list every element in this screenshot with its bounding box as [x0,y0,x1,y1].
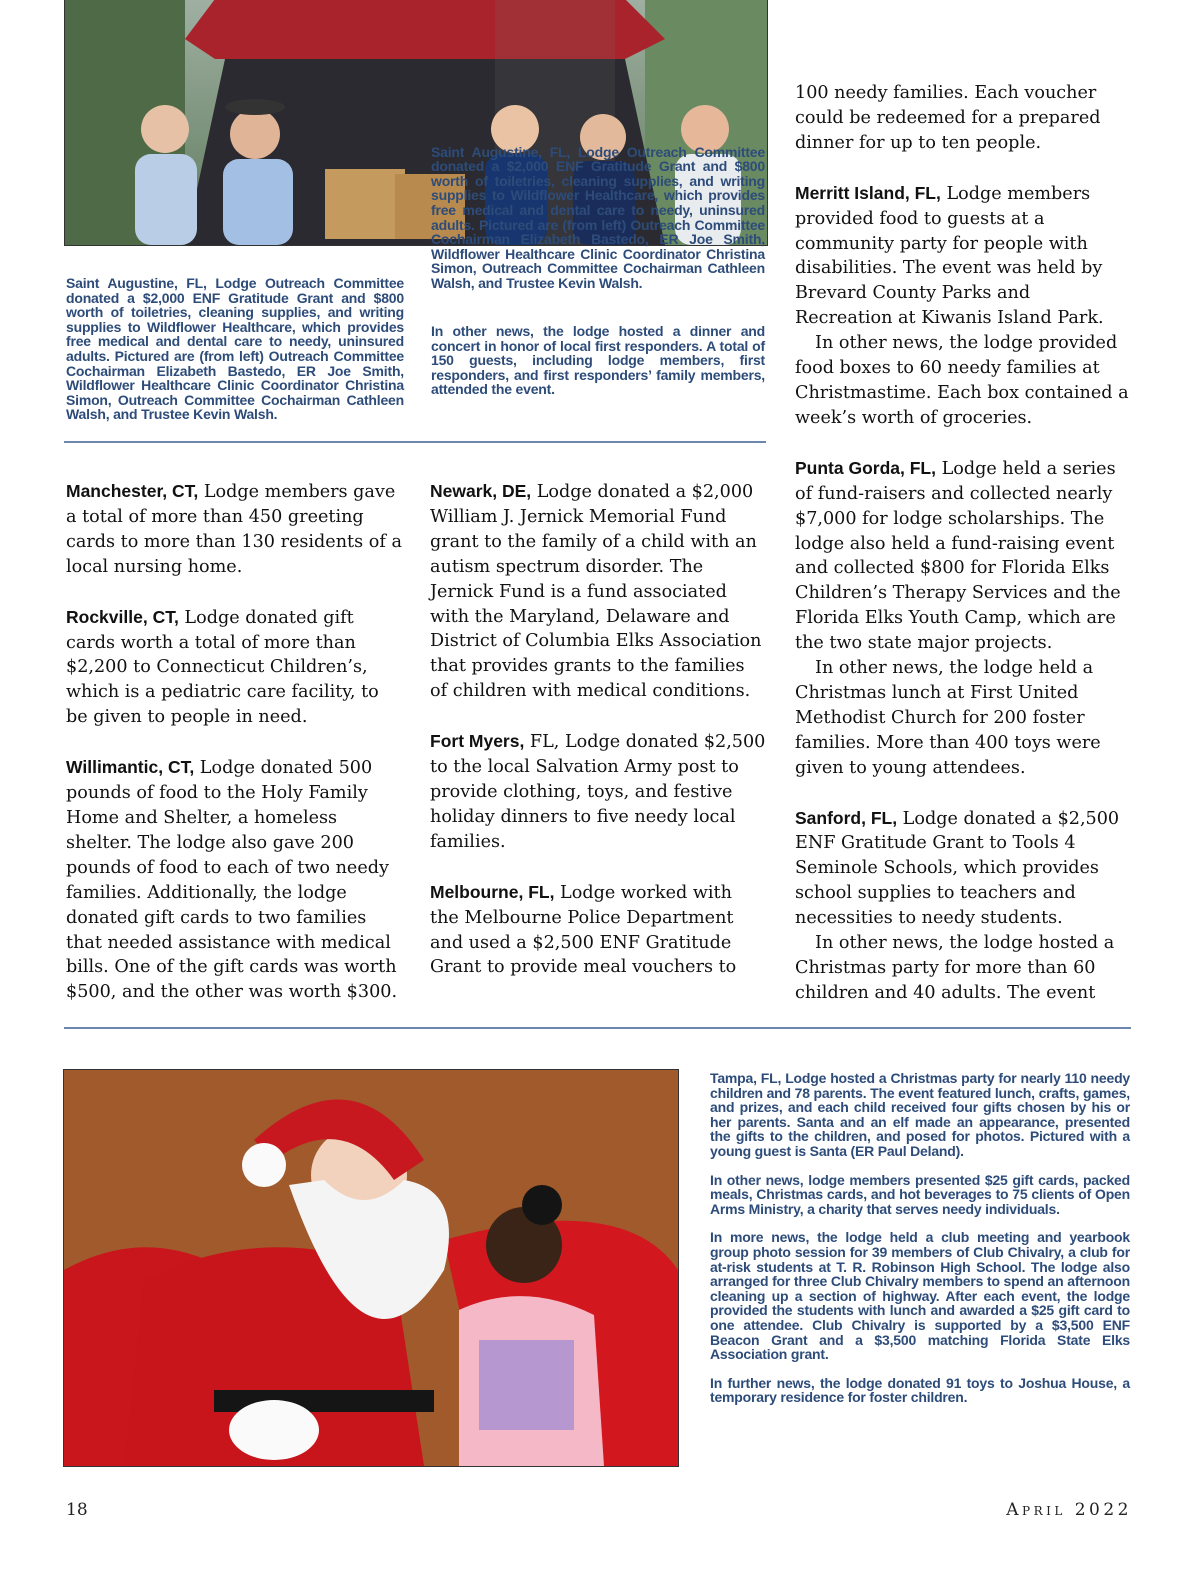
text-fort-myers: FL, Lodge donated $2,500 to the local Salvation Army post to provide clothing, toys, and festive holiday dinners to five needy local families. [430,732,766,852]
location-newark: Newark, DE, [430,481,532,501]
location-merritt-island: Merritt Island, FL, [795,182,941,203]
article-manchester [66,479,402,580]
column-3 [795,81,1131,1031]
page-number: 18 [66,1500,88,1520]
caption-lead-tampa: Tampa, FL, [710,1070,782,1086]
saint-augustine-caption-col1 [66,275,404,423]
column-1 [66,479,402,1030]
santa-photo-illustration [64,1070,678,1466]
text-manchester: Lodge members gave a total of more than 450 greeting cards to more than 130 residents of a local nursing home. [66,482,402,577]
caption-text-saint-augustine-cont: Lodge Outreach Committee donated a $2,000 ENF Gratitude Grant and $800 worth of toiletries, cleaning supplies, and writing supplies to Wildflower Healthcare, which provides free medical and dental care to needy, uninsured adults. Pictured are (from left) Outreach Committee Cochairman Elizabeth Bastedo, ER Joe Smith, Wildflower Healthcare Clinic Coordinator Christina Simon, Outreach Committee Cochairman Cathleen Walsh, and Trustee Kevin Walsh. [431,143,765,291]
text-newark: Lodge donated a $2,000 William J. Jernick Memorial Fund grant to the family of a child with an autism spectrum disorder. The Jernick Fund is a fund associated with the Maryland, Delaware and District of Columbia Elks Association that provides grants to the families of children with medical conditions. [430,482,762,702]
article-punta-gorda [795,456,1131,656]
text-melbourne-continued: 100 needy families. Each voucher could be redeemed for a prepared dinner for up to ten people. [795,83,1101,153]
caption-text-club-chivalry: In more news, the lodge held a club meeting and yearbook group photo session for 39 members of Club Chivalry, a club for at-risk students at T. R. Robinson High School. The lodge also arranged for three Club Chivalry members to spend an afternoon cleaning up a section of highway. After each event, the lodge provided the students with lunch and awarded a $25 gift card to one attendee. Club Chivalry is supported by a $3,500 ENF Beacon Grant and a $3,500 matching Florida State Elks Association grant. [710,1229,1130,1363]
bottom-photo [63,1069,679,1467]
article-sanford [795,806,1131,932]
text-punta-gorda-other-news: In other news, the lodge held a Christmas lunch at First United Methodist Church for 200 foster families. More than 400 toys were given to young attendees. [795,658,1101,778]
caption-text-saint-augustine: Lodge Outreach Committee donated a $2,000 ENF Gratitude Grant and $800 worth of toiletries, cleaning supplies, and writing supplies to Wildflower Healthcare, which provides free medical and dental care to needy, uninsured adults. Pictured are (from left) Outreach Committee Cochairman Elizabeth Bastedo, ER Joe Smith, Wildflower Healthcare Clinic Coordinator Christina Simon, Outreach Committee Cochairman Cathleen Walsh, and Trustee Kevin Walsh. [66,275,404,423]
divider-bottom [64,1027,1131,1029]
caption-text-open-arms: In other news, lodge members presented $25 gift cards, packed meals, Christmas cards, and hot beverages to 75 clients of Open Arms Ministry, a charity that serves needy individuals. [710,1171,1130,1217]
issue-date: April 2022 [1006,1500,1132,1520]
text-punta-gorda: Lodge held a series of fund-raisers and collected nearly $7,000 for lodge scholarships. The lodge also held a fund-raising event and collected $800 for Florida Elks Children’s Therapy Services and the Florida Elks Youth Camp, which are the two state major projects. [795,458,1121,654]
location-fort-myers: Fort Myers, [430,731,525,752]
text-merritt-island: Lodge members provided food to guests at a community party for people with disabilities. The event was held by Brevard County Parks and Recreation at Kiwanis Island Park. [795,183,1104,329]
article-willimantic [66,755,402,1005]
location-rockville: Rockville, CT, [66,606,179,627]
caption-text-first-responders: In other news, the lodge hosted a dinner and concert in honor of local first responders. A total of 150 guests, including lodge members, first responders, and first responders’ family members, attended the event. [431,323,765,398]
caption-text-joshua-house: In further news, the lodge donated 91 toys to Joshua House, a temporary residence for foster children. [710,1374,1130,1406]
tampa-caption [710,1071,1130,1419]
location-punta-gorda: Punta Gorda, FL, [795,457,936,478]
text-sanford-other-news: In other news, the lodge hosted a Christmas party for more than 60 children and 40 adults. The event [795,933,1115,1003]
location-melbourne: Melbourne, FL, [430,881,555,902]
text-sanford: Lodge donated a $2,500 ENF Gratitude Grant to Tools 4 Seminole Schools, which provides school supplies to teachers and necessities to needy students. [795,808,1120,929]
column-2 [430,479,766,1005]
location-manchester: Manchester, CT, [66,481,199,501]
text-merritt-island-other-news: In other news, the lodge provided food boxes to 60 needy families at Christmastime. Each box contained a week’s worth of groceries. [795,333,1129,428]
caption-text-tampa: Lodge hosted a Christmas party for nearly 110 needy children and 78 parents. The event featured lunch, crafts, games, and prizes, and each child received four gifts chosen by his or her parents. Santa and an elf made an appearance, presented the gifts to the children, and posed for photos. Pictured with a young guest is Santa (ER Paul Deland). [710,1070,1131,1159]
caption-lead-saint-augustine: Saint Augustine, FL, [66,275,207,291]
text-melbourne: Lodge worked with the Melbourne Police Department and used a $2,500 ENF Gratitude Grant to provide meal vouchers to [430,882,737,978]
text-willimantic: Lodge donated 500 pounds of food to the Holy Family Home and Shelter, a homeless shelter. The lodge also gave 200 pounds of food to each of two needy families. Additionally, the lodge donated gift cards to two families that needed assistance with medical bills. One of the gift cards was worth $500, and the other was worth $300. [66,758,398,1003]
article-melbourne [430,880,766,981]
article-rockville [66,605,402,731]
article-fort-myers [430,729,766,855]
divider-top [64,441,766,443]
location-sanford: Sanford, FL, [795,807,898,828]
article-merritt-island [795,181,1131,331]
saint-augustine-caption-other-news [431,324,765,411]
article-newark [430,479,766,704]
caption-lead-saint-augustine-cont: Saint Augustine, FL, [431,143,571,160]
location-willimantic: Willimantic, CT, [66,757,195,778]
text-rockville: Lodge donated gift cards worth a total of more than $2,200 to Connecticut Children’s, which is a pediatric care facility, to be given to people in need. [66,607,379,728]
